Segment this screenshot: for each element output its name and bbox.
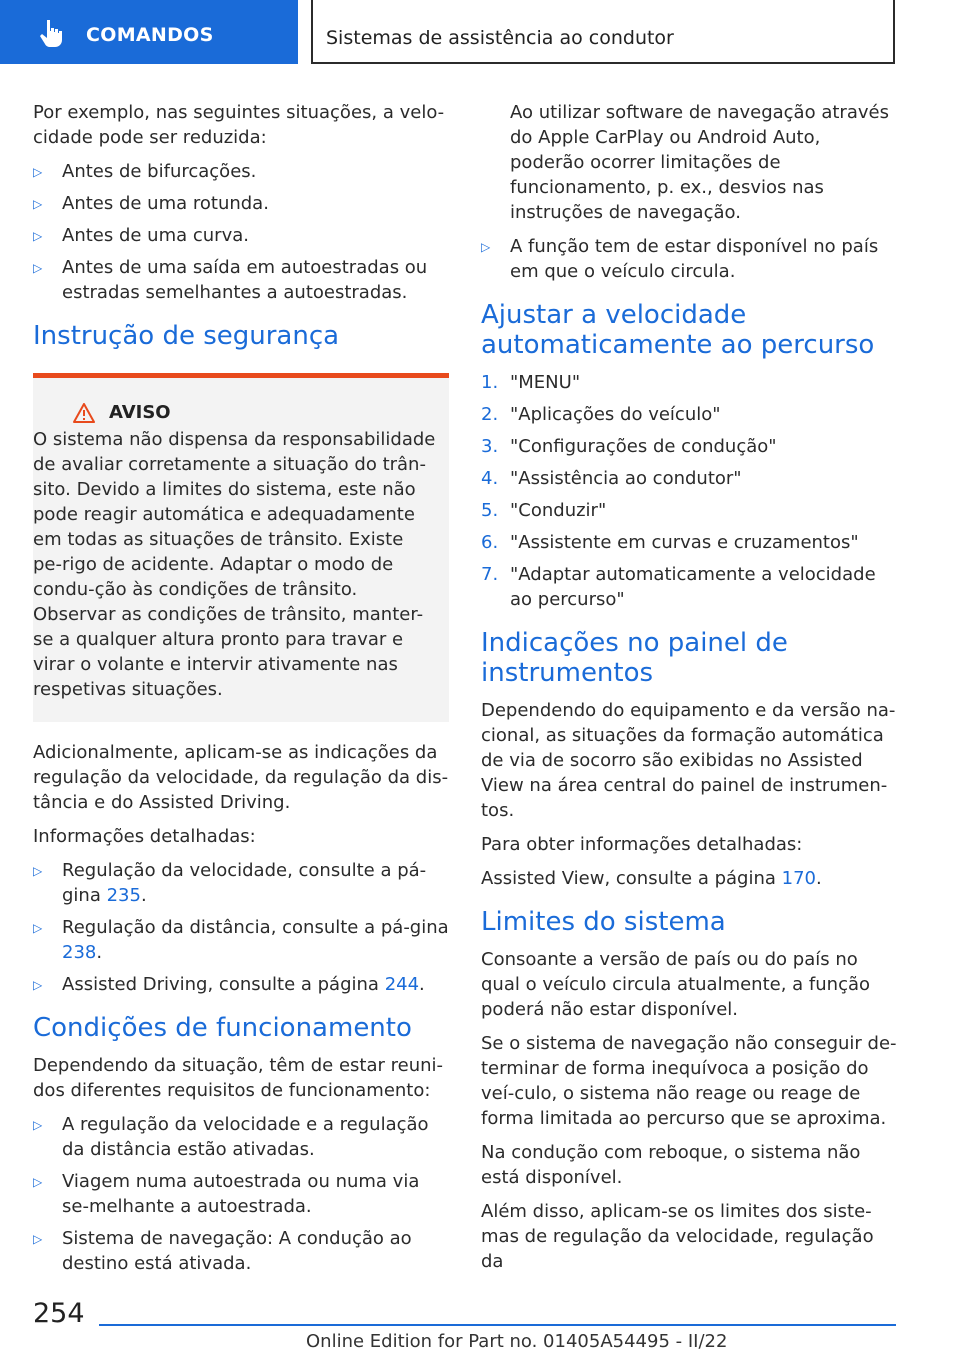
adjust-heading: Ajustar a velocidade automaticamente ao percurso — [481, 300, 875, 360]
left-column — [33, 100, 449, 1289]
header-divider-right — [893, 0, 895, 64]
triangle-bullet-icon: ▷ — [33, 921, 43, 935]
list-item: 2. "Aplicações do veículo" — [481, 404, 721, 425]
conditions-list — [33, 1112, 449, 1276]
list-item: 5. "Conduzir" — [481, 500, 607, 521]
footer-edition: Online Edition for Part no. 01405A54495 - II/22 — [306, 1331, 728, 1352]
list-item: 1. "MENU" — [481, 372, 581, 393]
warning-header — [73, 400, 437, 425]
list-item: ▷ A função tem de estar disponível no país em que o veículo circula. — [481, 236, 879, 282]
indications-heading: Indicações no painel de instrumentos — [481, 628, 788, 688]
list-item: 7. "Adaptar automaticamente a velocidade ao percurso" — [481, 564, 876, 610]
limits-paragraph-2: Se o sistema de navegação não conseguir de-terminar de forma inequívoca a posição do veí-culo, o sistema não reage ou reage de forma limitada ao percurso que se aproxima. — [481, 1033, 897, 1129]
steps-list — [481, 370, 899, 612]
footer-rule — [99, 1324, 896, 1326]
list-item: 3. "Configurações de condução" — [481, 436, 777, 457]
triangle-bullet-icon: ▷ — [33, 1232, 43, 1246]
list-item: 4. "Assistência ao condutor" — [481, 468, 742, 489]
list-item: ▷ Regulação da distância, consulte a pá-gina 238. — [33, 917, 449, 963]
warning-text: O sistema não dispensa da responsabilidade de avaliar corretamente a situação do trân-sito. Devido a limites do sistema, este não pode reagir automática e adequadamente em todas as situações de trânsito. Existe pe-rigo de acidente. Adaptar o modo de condu-ção às condições de trânsito. Observar as condições de trânsito, manter-se a qualquer altura pronto para travar e virar o volante e intervir ativamente nas respetivas situações. — [33, 429, 436, 700]
list-item: ▷ A regulação da velocidade e a regulação da distância estão ativadas. — [33, 1114, 429, 1160]
list-item: ▷ Sistema de navegação: A condução ao destino está ativada. — [33, 1228, 412, 1274]
triangle-bullet-icon: ▷ — [33, 1175, 43, 1189]
page-link-170[interactable]: 170 — [781, 868, 816, 889]
triangle-bullet-icon: ▷ — [33, 864, 43, 878]
details-list — [33, 858, 449, 997]
limits-paragraph-4: Além disso, aplicam-se os limites dos siste-mas de regulação da velocidade, regulação da — [481, 1201, 874, 1272]
warning-box — [33, 373, 449, 722]
chapter-title: Sistemas de assistência ao condutor — [326, 27, 674, 49]
list-item: ▷ Regulação da velocidade, consulte a pá-gina 235. — [33, 860, 427, 906]
list-item: ▷ Viagem numa autoestrada ou numa via se-melhante a autoestrada. — [33, 1171, 420, 1217]
situations-list — [33, 159, 449, 305]
limits-paragraph-1: Consoante a versão de país ou do país no qual o veículo circula atualmente, a função poderá não estar disponível. — [481, 949, 871, 1020]
list-item: 6. "Assistente em curvas e cruzamentos" — [481, 532, 859, 553]
country-list — [481, 234, 899, 284]
list-item: ▷ Assisted Driving, consulte a página 244. — [33, 972, 449, 997]
assisted-view-ref: Assisted View, consulte a página 170. — [481, 868, 822, 889]
safety-heading: Instrução de segurança — [33, 321, 340, 351]
list-item: ▷ Antes de uma rotunda. — [33, 191, 449, 216]
header-divider-left — [311, 0, 313, 64]
section-tab — [0, 0, 298, 64]
page-number: 254 — [33, 1298, 85, 1329]
warning-triangle-icon — [73, 403, 95, 423]
details-label: Informações detalhadas: — [33, 826, 256, 847]
triangle-bullet-icon: ▷ — [33, 1118, 43, 1132]
list-item: ▷ Antes de uma saída em autoestradas ou estradas semelhantes a autoestradas. — [33, 257, 428, 303]
intro-paragraph: Por exemplo, nas seguintes situações, a velo-cidade pode ser reduzida: — [33, 102, 445, 148]
carplay-paragraph: Ao utilizar software de navegação através do Apple CarPlay ou Android Auto, poderão ocorrer limitações de funcionamento, p. ex., desvios nas instruções de navegação. — [510, 102, 889, 223]
limits-heading: Limites do sistema — [481, 907, 726, 937]
triangle-bullet-icon: ▷ — [481, 240, 491, 254]
list-item: ▷ Antes de bifurcações. — [33, 159, 449, 184]
additional-paragraph: Adicionalmente, aplicam-se as indicações da regulação da velocidade, da regulação da dis-tância e do Assisted Driving. — [33, 742, 449, 813]
triangle-bullet-icon: ▷ — [33, 197, 43, 211]
list-item: ▷ Antes de uma curva. — [33, 223, 449, 248]
section-label: COMANDOS — [86, 24, 214, 46]
page-link-235[interactable]: 235 — [106, 885, 141, 906]
triangle-bullet-icon: ▷ — [33, 978, 43, 992]
conditions-intro: Dependendo da situação, têm de estar reuni-dos diferentes requisitos de funcionamento: — [33, 1055, 444, 1101]
more-info-label: Para obter informações detalhadas: — [481, 834, 803, 855]
page-link-238[interactable]: 238 — [62, 942, 97, 963]
page-link-244[interactable]: 244 — [384, 974, 420, 995]
right-column — [481, 100, 899, 1283]
indications-paragraph: Dependendo do equipamento e da versão na-cional, as situações da formação automática de via de socorro são exibidas no Assisted View na área central do painel de instrumen-tos. — [481, 700, 896, 821]
hand-pointer-icon — [36, 18, 66, 48]
triangle-bullet-icon: ▷ — [33, 261, 43, 275]
conditions-heading: Condições de funcionamento — [33, 1013, 412, 1043]
triangle-bullet-icon: ▷ — [33, 165, 43, 179]
header-underline — [311, 62, 895, 64]
warning-title: AVISO — [109, 402, 171, 423]
triangle-bullet-icon: ▷ — [33, 229, 43, 243]
limits-paragraph-3: Na condução com reboque, o sistema não está disponível. — [481, 1142, 861, 1188]
